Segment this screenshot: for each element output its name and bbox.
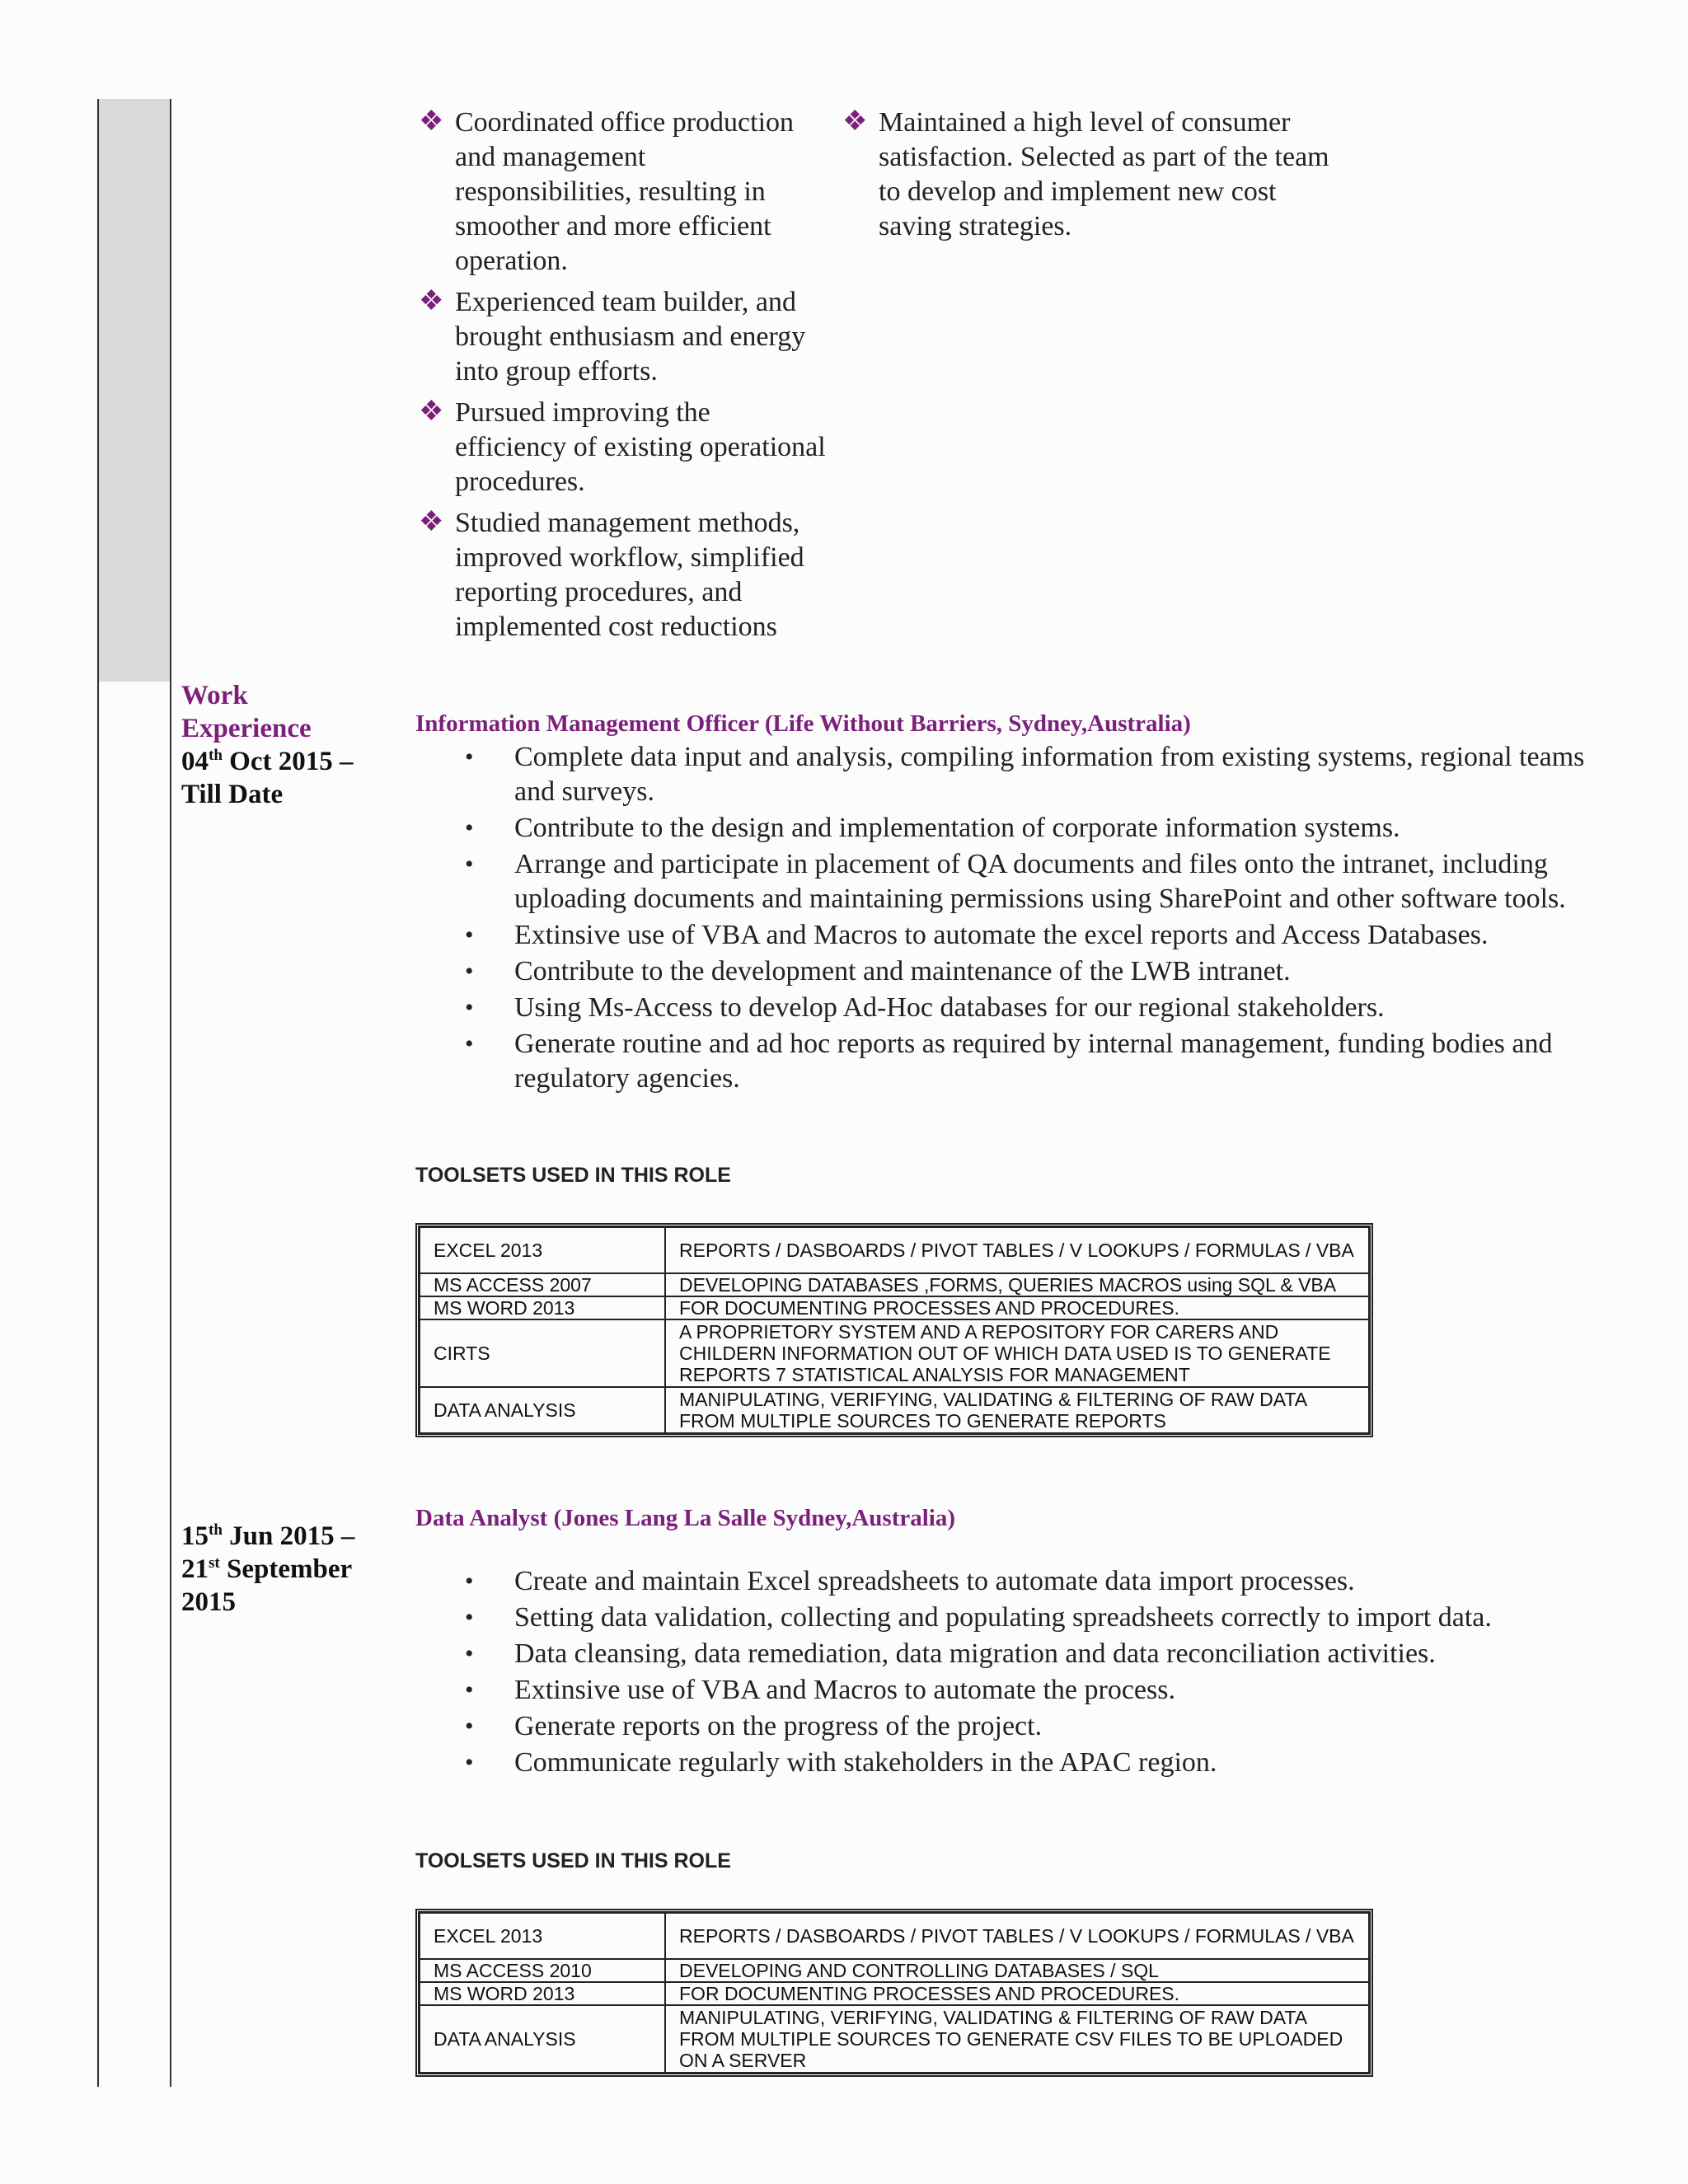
list-item: • Using Ms-Access to develop Ad-Hoc databases for our regional stakeholders.	[465, 992, 1385, 1023]
table-row: DATA ANALYSIS MANIPULATING, VERIFYING, VALIDATING & FILTERING OF RAW DATA FROM MULTIPLE SOURCES TO GENERATE CSV FILES TO BE UPLOADED ON A SERVER	[420, 2005, 1369, 2073]
summary-list-left	[415, 105, 828, 651]
table-row: MS WORD 2013 FOR DOCUMENTING PROCESSES AND PROCEDURES.	[420, 1296, 1369, 1319]
work-experience-heading: Work Experience	[181, 681, 312, 743]
table-row: CIRTS A PROPRIETORY SYSTEM AND A REPOSITORY FOR CARERS AND CHILDERN INFORMATION OUT OF WHICH DATA USED IS TO GENERATE REPORTS 7 STATISTICAL ANALYSIS FOR MANAGEMENT	[420, 1319, 1369, 1387]
table-row: MS ACCESS 2010 DEVELOPING AND CONTROLLING DATABASES / SQL	[420, 1959, 1369, 1982]
diamond-bullet-icon: ❖	[419, 396, 444, 427]
job-2-duties	[415, 1564, 1586, 1782]
job-1-dates: 04th Oct 2015 – Till Date	[181, 747, 354, 809]
job-2-tools-table	[415, 1909, 1373, 2077]
table-row: DATA ANALYSIS MANIPULATING, VERIFYING, VALIDATING & FILTERING OF RAW DATA FROM MULTIPLE SOURCES TO GENERATE REPORTS	[420, 1387, 1369, 1433]
list-item: • Complete data input and analysis, compiling information from existing systems, regional teams and surveys.	[465, 742, 1585, 807]
list-item: • Create and maintain Excel spreadsheets to automate data import processes.	[465, 1566, 1355, 1596]
sidebar-shade	[99, 99, 170, 682]
list-item: ❖ Studied management methods, improved workflow, simplified reporting procedures, and implemented cost reductions	[419, 507, 804, 642]
list-item: • Arrange and participate in placement of QA documents and files onto the intranet, including uploading documents and maintaining permissions using SharePoint and other software tools.	[465, 849, 1566, 914]
list-item: • Generate routine and ad hoc reports as required by internal management, funding bodies and regulatory agencies.	[465, 1029, 1553, 1094]
list-item: ❖ Pursued improving the efficiency of existing operational procedures.	[419, 396, 826, 497]
list-item: • Extinsive use of VBA and Macros to automate the excel reports and Access Databases.	[465, 920, 1489, 950]
list-item: • Extinsive use of VBA and Macros to automate the process.	[465, 1675, 1175, 1705]
list-item: • Setting data validation, collecting and populating spreadsheets correctly to import data.	[465, 1602, 1492, 1633]
list-item: • Generate reports on the progress of the project.	[465, 1711, 1043, 1741]
job-1-tools-table	[415, 1223, 1373, 1437]
table-row: EXCEL 2013 REPORTS / DASBOARDS / PIVOT TABLES / V LOOKUPS / FORMULAS / VBA	[420, 1913, 1369, 1959]
summary-list-right	[839, 105, 1350, 251]
list-item: • Data cleansing, data remediation, data migration and data reconciliation activities.	[465, 1638, 1436, 1669]
job-2-toolsets-heading: TOOLSETS USED IN THIS ROLE	[415, 1849, 731, 1872]
list-item: • Contribute to the development and maintenance of the LWB intranet.	[465, 956, 1291, 987]
diamond-bullet-icon: ❖	[419, 286, 444, 316]
diamond-bullet-icon: ❖	[419, 106, 444, 137]
job-1-duties	[415, 740, 1586, 1098]
list-item: ❖ Experienced team builder, and brought enthusiasm and energy into group efforts.	[419, 286, 806, 387]
list-item: ❖ Maintained a high level of consumer satisfaction. Selected as part of the team to develop and implement new cost saving strategies.	[842, 106, 1329, 241]
job-2-dates: 15th Jun 2015 – 21st September 2015	[181, 1521, 355, 1617]
job-1-title: Information Management Officer (Life Without Barriers, Sydney,Australia)	[415, 710, 1191, 737]
table-row: MS ACCESS 2007 DEVELOPING DATABASES ,FORMS, QUERIES MACROS using SQL & VBA	[420, 1273, 1369, 1296]
job-1-toolsets-heading: TOOLSETS USED IN THIS ROLE	[415, 1164, 731, 1187]
list-item: ❖ Coordinated office production and management responsibilities, resulting in smoother and more efficient operation.	[419, 106, 795, 276]
list-item: • Communicate regularly with stakeholders in the APAC region.	[465, 1747, 1217, 1778]
table-row: MS WORD 2013 FOR DOCUMENTING PROCESSES AND PROCEDURES.	[420, 1982, 1369, 2005]
diamond-bullet-icon: ❖	[842, 106, 868, 137]
inner-border-line	[170, 99, 171, 2087]
table-row: EXCEL 2013 REPORTS / DASBOARDS / PIVOT TABLES / V LOOKUPS / FORMULAS / VBA	[420, 1227, 1369, 1273]
diamond-bullet-icon: ❖	[419, 507, 444, 537]
job-2-title: Data Analyst (Jones Lang La Salle Sydney,Australia)	[415, 1505, 956, 1531]
list-item: • Contribute to the design and implementation of corporate information systems.	[465, 813, 1400, 843]
left-border-line	[97, 99, 99, 2087]
